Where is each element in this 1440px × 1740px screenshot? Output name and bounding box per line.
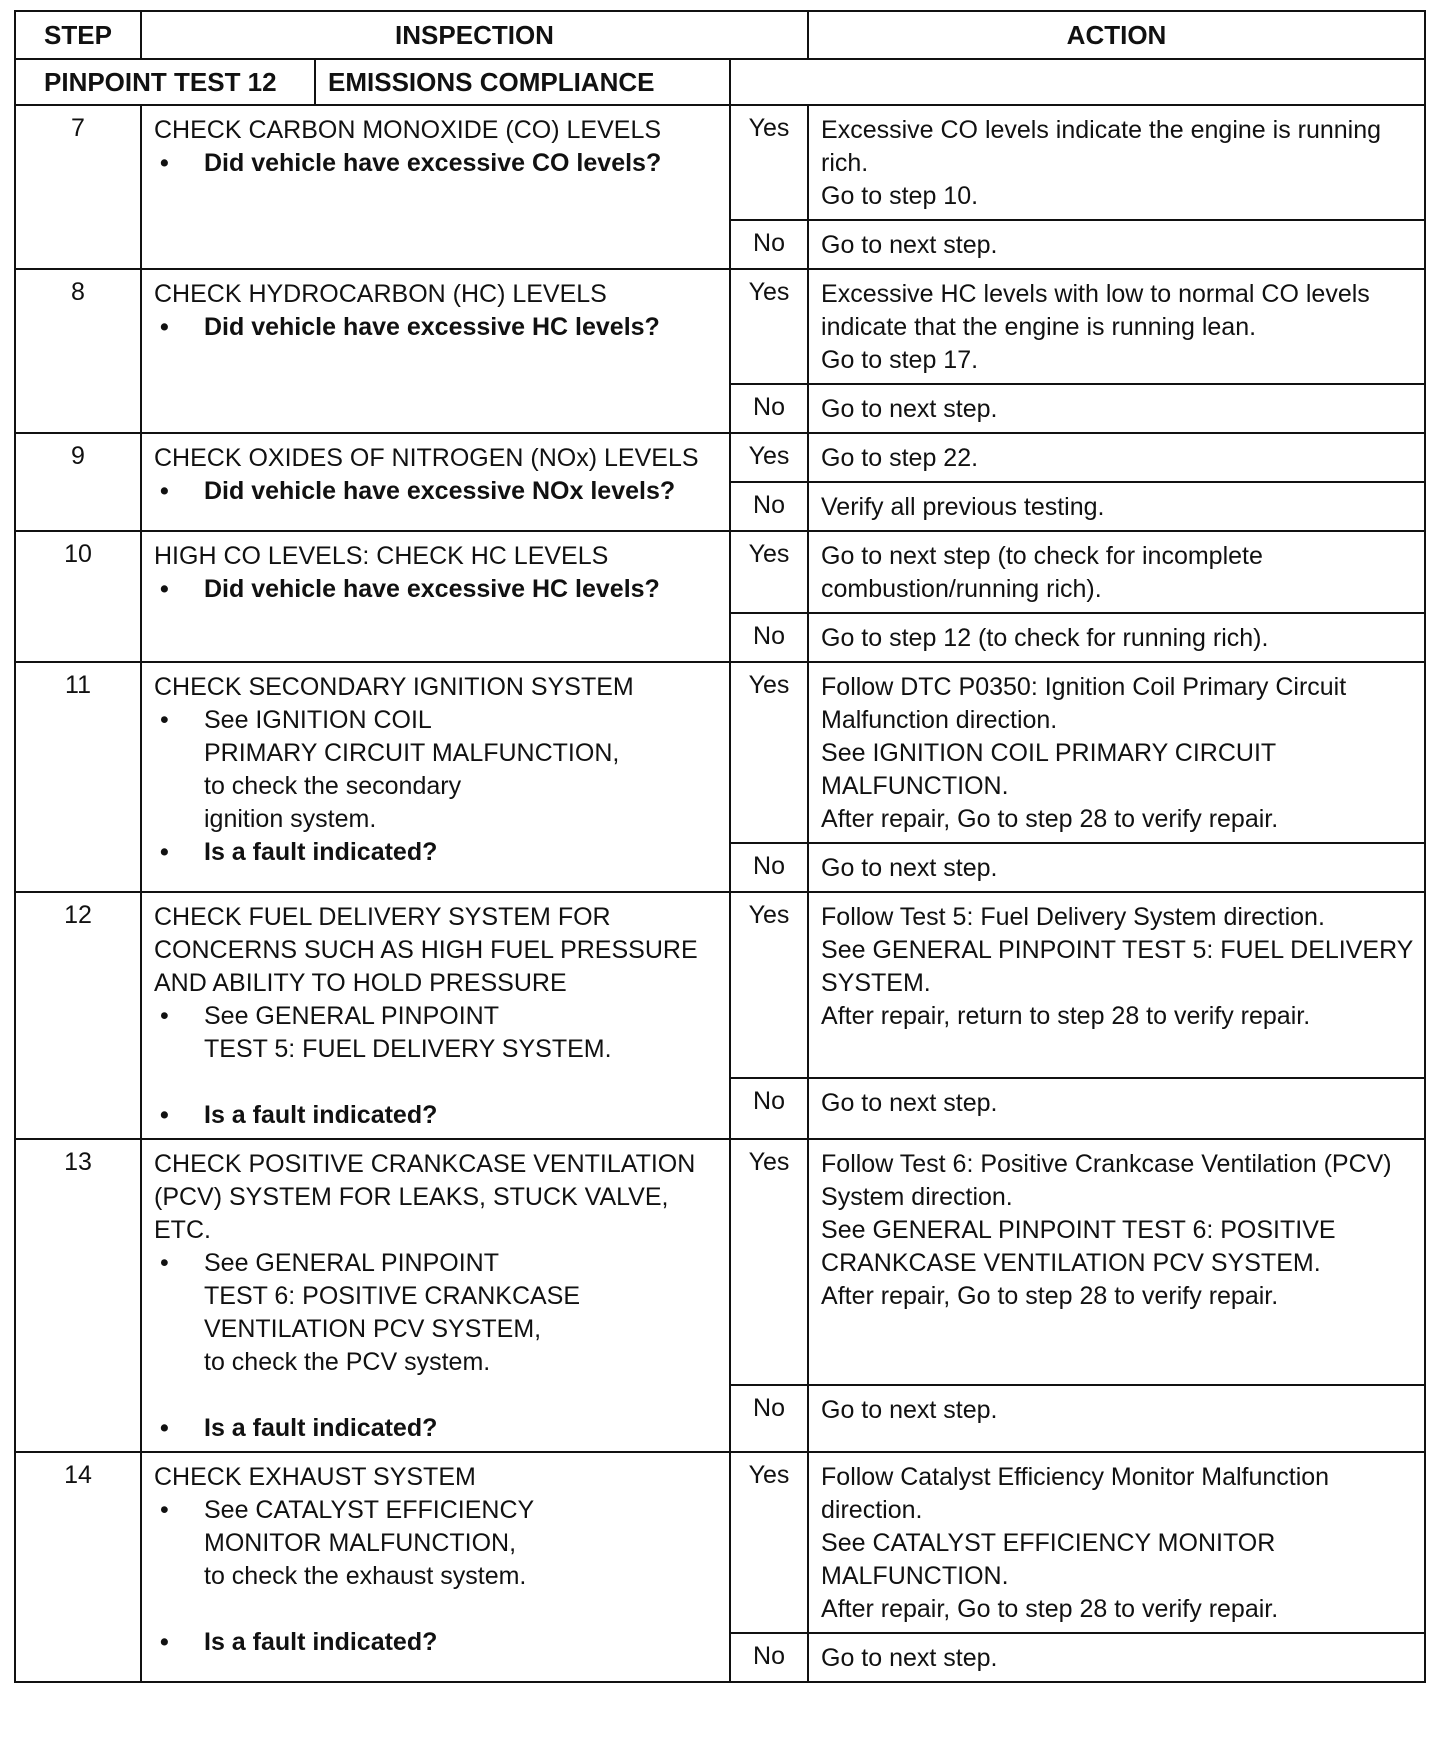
- yes-label: Yes: [730, 1139, 808, 1385]
- column-header-row: [15, 11, 1425, 59]
- action-line: Go to next step.: [821, 1396, 998, 1425]
- inspection-cell: [141, 531, 730, 662]
- inspection-cell: [141, 1139, 730, 1452]
- see-reference-line: VENTILATION PCV SYSTEM,: [204, 1315, 542, 1343]
- no-label: No: [730, 613, 808, 662]
- action-line: Go to next step.: [821, 1644, 998, 1672]
- yes-action-cell: [808, 433, 1425, 482]
- see-reference-line: TEST 6: POSITIVE CRANKCASE: [204, 1282, 581, 1310]
- inspection-cell: [141, 433, 730, 531]
- step-row-yes: [15, 662, 1425, 843]
- no-action-cell: [808, 1078, 1425, 1139]
- action-line: After repair, Go to step 28 to verify repair.: [821, 1282, 1279, 1310]
- inspection-question: • Is a fault indicated?: [154, 1626, 719, 1659]
- column-header-inspection: INSPECTION: [141, 11, 808, 59]
- yes-label: Yes: [730, 531, 808, 613]
- see-reference: [154, 1494, 719, 1593]
- action-line: Go to step 12 (to check for running rich).: [821, 624, 1269, 652]
- action-line: Follow Test 5: Fuel Delivery System direction.: [821, 903, 1325, 931]
- action-line: Follow Test 6: Positive Crankcase Ventilation (PCV) System direction.: [821, 1150, 1392, 1211]
- step-row-yes: [15, 269, 1425, 384]
- action-line: Go to step 10.: [821, 182, 979, 210]
- inspection-title: CHECK EXHAUST SYSTEM: [154, 1463, 476, 1491]
- inspection-cell: [141, 269, 730, 433]
- action-line: Excessive CO levels indicate the engine is running rich.: [821, 116, 1382, 177]
- see-reference-line: to check the secondary: [204, 772, 462, 800]
- step-row-yes: [15, 1139, 1425, 1385]
- step-number: 9: [15, 433, 141, 531]
- action-line: After repair, Go to step 28 to verify repair.: [821, 805, 1279, 833]
- column-header-step: STEP: [15, 11, 141, 59]
- yes-action-cell: [808, 105, 1425, 220]
- column-header-action: ACTION: [808, 11, 1425, 59]
- test-title: EMISSIONS COMPLIANCE: [328, 67, 655, 97]
- step-row-yes: [15, 892, 1425, 1078]
- pinpoint-test-document: [14, 10, 1426, 1683]
- see-reference-line: PRIMARY CIRCUIT MALFUNCTION,: [204, 739, 620, 767]
- yes-label: Yes: [730, 433, 808, 482]
- yes-label: Yes: [730, 105, 808, 220]
- step-number: 13: [15, 1139, 141, 1452]
- see-reference-line: MONITOR MALFUNCTION,: [204, 1529, 517, 1557]
- no-action-cell: [808, 843, 1425, 892]
- step-number: 12: [15, 892, 141, 1139]
- action-line: See GENERAL PINPOINT TEST 5: FUEL DELIVERY SYSTEM.: [821, 936, 1413, 997]
- see-reference: [154, 1000, 719, 1066]
- inspection-question: • Did vehicle have excessive CO levels?: [154, 147, 719, 180]
- action-line: Go to next step.: [821, 395, 998, 423]
- step-number: 11: [15, 662, 141, 892]
- yes-action-cell: [808, 892, 1425, 1078]
- no-label: No: [730, 1078, 808, 1139]
- action-line: Go to next step.: [821, 1088, 998, 1117]
- pinpoint-test-table: [14, 10, 1426, 1683]
- see-reference: [154, 704, 719, 836]
- inspection-title: HIGH CO LEVELS: CHECK HC LEVELS: [154, 542, 609, 570]
- inspection-title: CHECK OXIDES OF NITROGEN (NOx) LEVELS: [154, 444, 699, 472]
- inspection-title: CHECK CARBON MONOXIDE (CO) LEVELS: [154, 116, 662, 144]
- inspection-question: • Did vehicle have excessive HC levels?: [154, 573, 719, 606]
- inspection-question: • Is a fault indicated?: [154, 1412, 719, 1445]
- yes-action-cell: [808, 269, 1425, 384]
- action-line: Excessive HC levels with low to normal CO levels indicate that the engine is running lean.: [821, 280, 1370, 341]
- yes-label: Yes: [730, 1452, 808, 1633]
- yes-action-cell: [808, 662, 1425, 843]
- action-line: Verify all previous testing.: [821, 493, 1105, 521]
- inspection-title: CHECK SECONDARY IGNITION SYSTEM: [154, 673, 634, 701]
- action-line: Go to step 22.: [821, 444, 979, 472]
- yes-action-cell: [808, 1452, 1425, 1633]
- no-label: No: [730, 843, 808, 892]
- step-row-yes: [15, 1452, 1425, 1633]
- yes-label: Yes: [730, 662, 808, 843]
- action-line: Follow Catalyst Efficiency Monitor Malfunction direction.: [821, 1463, 1330, 1524]
- inspection-cell: [141, 892, 730, 1139]
- yes-action-cell: [808, 1139, 1425, 1385]
- action-line: Go to step 17.: [821, 346, 979, 374]
- inspection-question: • Is a fault indicated?: [154, 1099, 719, 1132]
- no-action-cell: [808, 482, 1425, 531]
- step-row-yes: [15, 105, 1425, 220]
- step-number: 14: [15, 1452, 141, 1682]
- step-row-yes: [15, 433, 1425, 482]
- no-label: No: [730, 384, 808, 433]
- inspection-title: CHECK FUEL DELIVERY SYSTEM FOR CONCERNS SUCH AS HIGH FUEL PRESSURE AND ABILITY TO HOLD PRESSURE: [154, 903, 698, 997]
- action-line: Go to next step (to check for incomplete combustion/running rich).: [821, 542, 1263, 603]
- see-reference-line: ignition system.: [204, 805, 377, 833]
- yes-action-cell: [808, 531, 1425, 613]
- action-line: After repair, Go to step 28 to verify repair.: [821, 1595, 1279, 1623]
- inspection-question: • Is a fault indicated?: [154, 836, 719, 869]
- step-number: 7: [15, 105, 141, 269]
- see-reference-line: • See CATALYST EFFICIENCY: [204, 1496, 535, 1524]
- no-action-cell: [808, 1633, 1425, 1682]
- title-row: [15, 59, 1425, 105]
- inspection-cell: [141, 662, 730, 892]
- inspection-cell: [141, 1452, 730, 1682]
- see-reference-line: to check the exhaust system.: [204, 1562, 527, 1590]
- see-reference-line: • See IGNITION COIL: [204, 706, 432, 734]
- step-number: 8: [15, 269, 141, 433]
- action-line: See IGNITION COIL PRIMARY CIRCUIT MALFUNCTION.: [821, 739, 1276, 800]
- inspection-question: • Did vehicle have excessive NOx levels?: [154, 475, 719, 508]
- inspection-title: CHECK POSITIVE CRANKCASE VENTILATION (PCV) SYSTEM FOR LEAKS, STUCK VALVE, ETC.: [154, 1150, 696, 1244]
- no-label: No: [730, 220, 808, 269]
- action-line: Go to next step.: [821, 231, 998, 259]
- inspection-question: • Did vehicle have excessive HC levels?: [154, 311, 719, 344]
- test-label: PINPOINT TEST 12: [16, 60, 316, 104]
- no-label: No: [730, 1385, 808, 1452]
- step-number: 10: [15, 531, 141, 662]
- no-action-cell: [808, 613, 1425, 662]
- no-action-cell: [808, 220, 1425, 269]
- see-reference: [154, 1247, 719, 1379]
- yes-label: Yes: [730, 269, 808, 384]
- inspection-cell: [141, 105, 730, 269]
- step-row-yes: [15, 531, 1425, 613]
- action-line: See CATALYST EFFICIENCY MONITOR MALFUNCTION.: [821, 1529, 1276, 1590]
- no-action-cell: [808, 1385, 1425, 1452]
- see-reference-line: • See GENERAL PINPOINT: [204, 1002, 499, 1030]
- no-label: No: [730, 482, 808, 531]
- yes-label: Yes: [730, 892, 808, 1078]
- no-label: No: [730, 1633, 808, 1682]
- no-action-cell: [808, 384, 1425, 433]
- inspection-title: CHECK HYDROCARBON (HC) LEVELS: [154, 280, 607, 308]
- see-reference-line: • See GENERAL PINPOINT: [204, 1249, 499, 1277]
- action-line: Follow DTC P0350: Ignition Coil Primary Circuit Malfunction direction.: [821, 673, 1347, 734]
- action-line: Go to next step.: [821, 854, 998, 882]
- action-line: After repair, return to step 28 to verify repair.: [821, 1002, 1311, 1030]
- see-reference-line: to check the PCV system.: [204, 1348, 491, 1376]
- action-line: See GENERAL PINPOINT TEST 6: POSITIVE CRANKCASE VENTILATION PCV SYSTEM.: [821, 1216, 1336, 1277]
- see-reference-line: TEST 5: FUEL DELIVERY SYSTEM.: [204, 1035, 612, 1063]
